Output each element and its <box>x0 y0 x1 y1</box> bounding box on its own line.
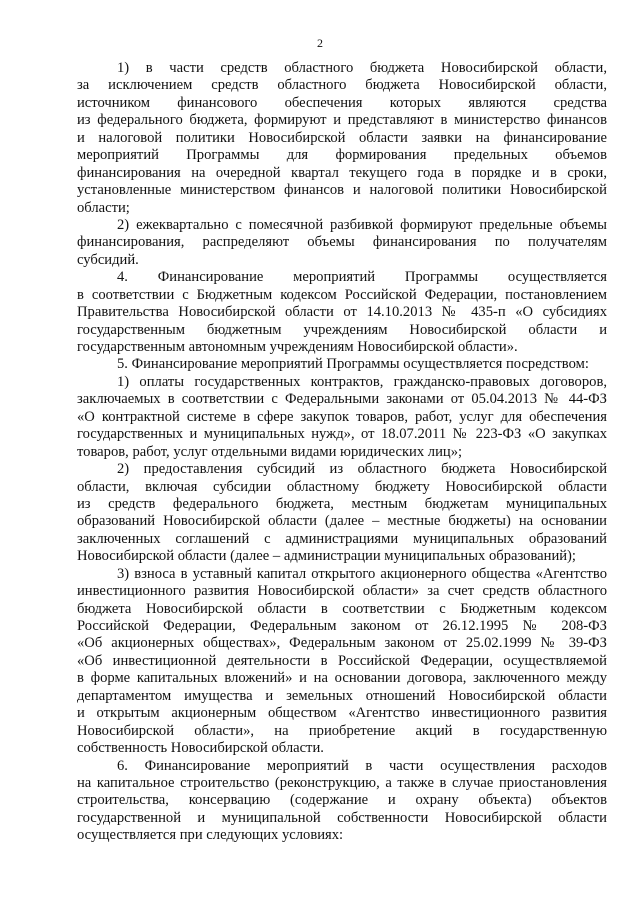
paragraph-line: установленные министерством финансов и налоговой политики Новосибирской <box>77 182 607 199</box>
paragraph-line: и налоговой политики Новосибирской области заявки на финансирование <box>77 129 607 146</box>
paragraph-line: за исключением средств областного бюджета Новосибирской области, <box>77 77 607 94</box>
paragraph-line: области, включая субсидии областному бюджету Новосибирской области <box>77 478 607 495</box>
paragraph-line: заключаемых в соответствии с Федеральными законами от 05.04.2013 № 44-ФЗ <box>77 391 607 408</box>
paragraph-line: государственной и муниципальной собственности Новосибирской области <box>77 809 607 826</box>
paragraph-line: 3) взноса в уставный капитал открытого акционерного общества «Агентство <box>117 565 607 582</box>
paragraph-line: товаров, работ, услуг отдельными видами юридических лиц»; <box>77 443 463 460</box>
paragraph-line: финансирования, распределяют объемы финансирования по получателям <box>77 234 607 251</box>
paragraph-line: собственность Новосибирской области. <box>77 740 324 757</box>
paragraph-line: заключенных соглашений с администрациями муниципальных образований <box>77 530 607 547</box>
paragraph-line: финансирования на очередной квартал текущего года в порядке и в сроки, <box>77 164 607 181</box>
paragraph <box>77 356 607 373</box>
paragraph <box>77 461 607 566</box>
paragraph-line: области; <box>77 199 130 216</box>
paragraph-line: субсидий. <box>77 251 139 268</box>
paragraph-line: Новосибирской области (далее – администрации муниципальных образований); <box>77 548 576 565</box>
paragraph-line: мероприятий Программы для формирования предельных объемов <box>77 147 607 164</box>
paragraph-line: департаментом имущества и земельных отношений Новосибирской области <box>77 687 607 704</box>
paragraph-line: на капитальное строительство (реконструкцию, а также в случае приостановления <box>77 774 607 791</box>
paragraph-line: строительства, консервацию (содержание и охрану объекта) объектов <box>77 792 607 809</box>
paragraph-line: 2) предоставления субсидий из областного бюджета Новосибирской <box>117 461 607 478</box>
paragraph-line: в соответствии с Бюджетным кодексом Российской Федерации, постановлением <box>77 286 607 303</box>
paragraph <box>77 269 607 356</box>
paragraph-line: «Об акционерных обществах», Федеральным законом от 25.02.1999 № 39-ФЗ <box>77 635 607 652</box>
paragraph <box>77 60 607 217</box>
paragraph-line: 5. Финансирование мероприятий Программы осуществляется посредством: <box>117 356 589 373</box>
paragraph <box>77 374 607 461</box>
paragraph-line: 4. Финансирование мероприятий Программы осуществляется <box>117 269 607 286</box>
paragraph-line: государственным бюджетным учреждениям Новосибирской области и <box>77 321 607 338</box>
paragraph-line: из федерального бюджета, формируют и представляют в министерство финансов <box>77 112 607 129</box>
paragraph <box>77 217 607 269</box>
paragraph-line: 1) в части средств областного бюджета Новосибирской области, <box>117 60 607 76</box>
paragraph-line: в форме капитальных вложений» и на основании договора, заключенного между <box>77 670 607 687</box>
paragraph-line: государственных и муниципальных нужд», от 18.07.2011 № 223-ФЗ «О закупках <box>77 426 607 443</box>
paragraph-line: осуществляется при следующих условиях: <box>77 827 344 844</box>
paragraph-line: бюджета Новосибирской области в соответствии с Бюджетным кодексом <box>77 600 607 617</box>
paragraph-line: государственным автономным учреждениям Новосибирской области». <box>77 339 518 355</box>
document-body <box>77 60 607 845</box>
paragraph <box>77 566 607 758</box>
paragraph-line: «Об инвестиционной деятельности в Российской Федерации, осуществляемой <box>77 652 607 669</box>
paragraph-line: «О контрактной системе в сфере закупок товаров, работ, услуг для обеспечения <box>77 408 607 425</box>
paragraph-line: образований Новосибирской области (далее – местные бюджеты) на основании <box>77 513 607 530</box>
paragraph-line: и открытым акционерным обществом «Агентство инвестиционного развития <box>77 705 607 722</box>
paragraph-line: источником финансового обеспечения которых являются средства <box>77 94 607 111</box>
page-number: 2 <box>317 36 323 50</box>
paragraph-line: из средств федерального бюджета, местным бюджетам муниципальных <box>77 495 607 512</box>
paragraph <box>77 758 607 845</box>
paragraph-line: Новосибирской области», на приобретение акций в государственную <box>77 722 607 739</box>
paragraph-line: Российской Федерации, Федеральным законом от 26.12.1995 № 208-ФЗ <box>77 618 607 634</box>
paragraph-line: инвестиционного развития Новосибирской области» за счет средств областного <box>77 583 607 600</box>
paragraph-line: 2) ежеквартально с помесячной разбивкой формируют предельные объемы <box>117 216 607 233</box>
paragraph-line: 6. Финансирование мероприятий в части осуществления расходов <box>117 757 607 774</box>
paragraph-line: Правительства Новосибирской области от 14.10.2013 № 435-п «О субсидиях <box>77 304 607 321</box>
paragraph-line: 1) оплаты государственных контрактов, гражданско-правовых договоров, <box>117 373 607 390</box>
